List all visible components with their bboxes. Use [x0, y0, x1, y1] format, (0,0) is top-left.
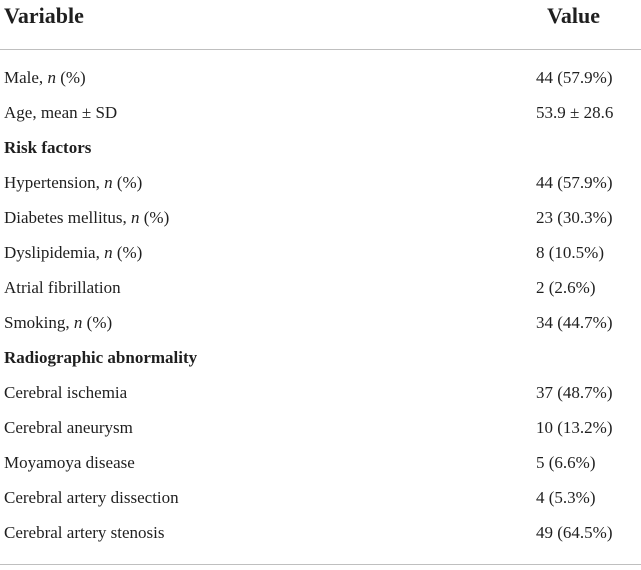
variable-label: Atrial fibrillation [4, 278, 121, 297]
value-cell: 44 (57.9%) [536, 68, 613, 87]
table-row [0, 480, 641, 515]
value-column-header: Value [547, 3, 600, 28]
section-heading-row [0, 340, 641, 375]
variable-label: Cerebral ischemia [4, 383, 128, 402]
variable-label: Cerebral aneurysm [4, 418, 133, 437]
value-cell: 23 (30.3%) [536, 208, 613, 227]
variable-label: Male, n (%) [4, 68, 86, 87]
value-cell: 53.9 ± 28.6 [536, 103, 614, 122]
section-heading: Risk factors [4, 138, 92, 157]
value-cell: 34 (44.7%) [536, 313, 613, 332]
table-row [0, 270, 641, 305]
value-cell: 44 (57.9%) [536, 173, 613, 192]
table-body [0, 50, 641, 550]
table-row [0, 200, 641, 235]
table-row [0, 445, 641, 480]
section-heading-row [0, 130, 641, 165]
variable-label: Moyamoya disease [4, 453, 135, 472]
table-row [0, 305, 641, 340]
table-row [0, 95, 641, 130]
variable-label: Dyslipidemia, n (%) [4, 243, 143, 262]
value-cell: 10 (13.2%) [536, 418, 613, 437]
variable-label: Cerebral artery dissection [4, 488, 179, 507]
value-cell: 37 (48.7%) [536, 383, 613, 402]
table-row [0, 515, 641, 550]
table-row [0, 375, 641, 410]
table-row [0, 235, 641, 270]
section-heading: Radiographic abnormality [4, 348, 198, 367]
value-cell: 2 (2.6%) [536, 278, 596, 297]
value-cell: 5 (6.6%) [536, 453, 596, 472]
variable-label: Hypertension, n (%) [4, 173, 143, 192]
table-header [0, 0, 641, 50]
table-bottom-rule [0, 564, 641, 565]
variable-label: Cerebral artery stenosis [4, 523, 165, 542]
variable-label: Age, mean ± SD [4, 103, 118, 122]
variable-column-header: Variable [4, 3, 84, 28]
table-row [0, 410, 641, 445]
table-row [0, 165, 641, 200]
variable-label: Diabetes mellitus, n (%) [4, 208, 170, 227]
table-row [0, 60, 641, 95]
value-cell: 4 (5.3%) [536, 488, 596, 507]
value-cell: 8 (10.5%) [536, 243, 604, 262]
variable-label: Smoking, n (%) [4, 313, 113, 332]
value-cell: 49 (64.5%) [536, 523, 613, 542]
